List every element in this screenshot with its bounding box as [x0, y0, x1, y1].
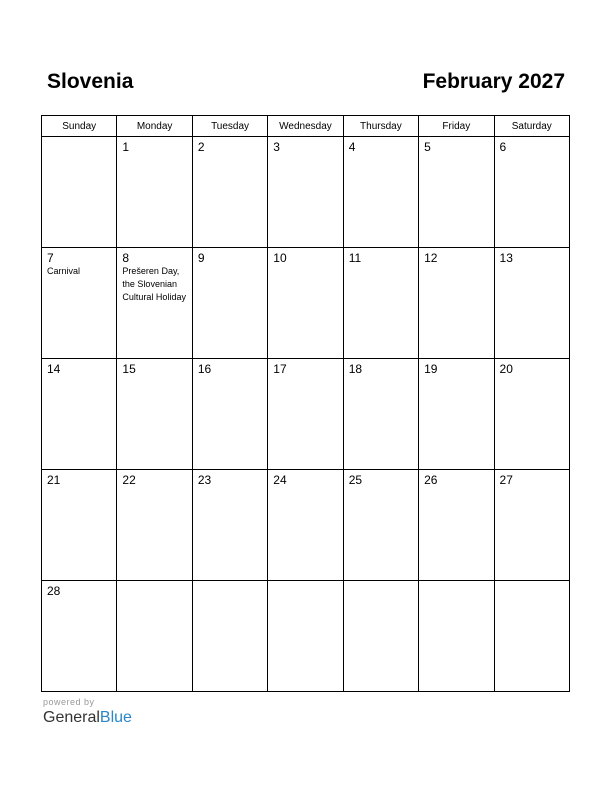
day-number: 18	[348, 362, 363, 376]
day-cell	[117, 248, 192, 359]
day-number: 22	[122, 473, 136, 487]
day-number: 9	[197, 251, 205, 265]
day-number: 27	[499, 473, 513, 487]
day-cell	[117, 359, 192, 470]
day-cell	[419, 248, 494, 359]
day-number: 13	[499, 251, 513, 265]
weekday-tuesday: Tuesday	[192, 116, 267, 137]
powered-by-label: powered by	[43, 697, 95, 707]
day-number: 20	[499, 362, 513, 376]
day-number	[42, 137, 116, 140]
weekday-saturday: Saturday	[494, 116, 569, 137]
day-cell	[42, 470, 117, 581]
day-cell	[494, 359, 569, 470]
day-number: 15	[122, 362, 136, 376]
week-row	[42, 470, 570, 581]
generalblue-logo[interactable]	[43, 708, 132, 728]
day-cell	[42, 359, 117, 470]
weekday-friday: Friday	[419, 116, 494, 137]
day-number: 14	[47, 362, 61, 376]
day-cell	[192, 137, 267, 248]
day-number: 7	[47, 251, 54, 265]
day-number: 5	[424, 140, 431, 154]
day-cell	[117, 470, 192, 581]
day-cell	[343, 359, 418, 470]
day-number	[117, 581, 191, 584]
day-cell	[343, 137, 418, 248]
day-cell	[494, 248, 569, 359]
day-cell	[494, 581, 569, 692]
holiday-label: Carnival	[47, 266, 81, 276]
day-cell	[268, 359, 343, 470]
footer-branding	[43, 697, 132, 728]
day-cell	[343, 581, 418, 692]
day-number: 10	[273, 251, 287, 265]
day-cell	[419, 137, 494, 248]
day-cell	[268, 137, 343, 248]
day-number: 21	[47, 473, 61, 487]
day-number: 16	[197, 362, 212, 376]
brand-blue-text: Blue	[99, 709, 132, 726]
weekday-monday: Monday	[117, 116, 192, 137]
day-number: 24	[273, 473, 287, 487]
week-row	[42, 359, 570, 470]
day-cell	[419, 581, 494, 692]
day-cell	[419, 470, 494, 581]
day-number: 8	[122, 251, 130, 265]
week-row	[42, 581, 570, 692]
day-number	[344, 581, 418, 584]
day-cell	[268, 470, 343, 581]
country-title: Slovenia	[47, 70, 134, 93]
day-number	[268, 581, 342, 584]
day-cell	[343, 248, 418, 359]
calendar-grid	[41, 115, 570, 692]
day-cell	[419, 359, 494, 470]
day-cell	[117, 137, 192, 248]
day-number: 17	[273, 362, 287, 376]
weekday-thursday: Thursday	[343, 116, 418, 137]
calendar-header	[47, 70, 565, 100]
day-number	[419, 581, 493, 584]
day-cell	[268, 248, 343, 359]
day-cell	[192, 248, 267, 359]
week-row	[42, 248, 570, 359]
day-cell	[343, 470, 418, 581]
day-number: 12	[424, 251, 438, 265]
day-number	[495, 581, 569, 584]
day-number: 25	[348, 473, 363, 487]
day-cell	[192, 470, 267, 581]
day-number: 19	[424, 362, 438, 376]
day-cell	[268, 581, 343, 692]
day-cell	[42, 581, 117, 692]
day-cell	[42, 137, 117, 248]
day-number: 2	[197, 140, 205, 154]
weekday-sunday: Sunday	[42, 116, 117, 137]
day-cell	[192, 581, 267, 692]
day-number: 26	[424, 473, 438, 487]
day-number: 28	[47, 584, 61, 598]
day-number: 3	[273, 140, 280, 154]
day-cell	[117, 581, 192, 692]
day-number: 4	[348, 140, 356, 154]
holiday-label: Prešeren Day, the Slovenian Cultural Holiday	[122, 266, 186, 302]
day-cell	[42, 248, 117, 359]
day-cell	[494, 470, 569, 581]
day-number: 1	[122, 140, 130, 154]
day-number	[193, 581, 267, 584]
month-year-title: February 2027	[422, 70, 565, 93]
weekday-header-row	[42, 116, 570, 137]
brand-general-text: General	[43, 709, 100, 726]
day-number: 6	[499, 140, 507, 154]
day-number: 23	[197, 473, 212, 487]
weekday-wednesday: Wednesday	[268, 116, 343, 137]
day-number: 11	[348, 251, 362, 265]
week-row	[42, 137, 570, 248]
day-cell	[494, 137, 569, 248]
day-cell	[192, 359, 267, 470]
